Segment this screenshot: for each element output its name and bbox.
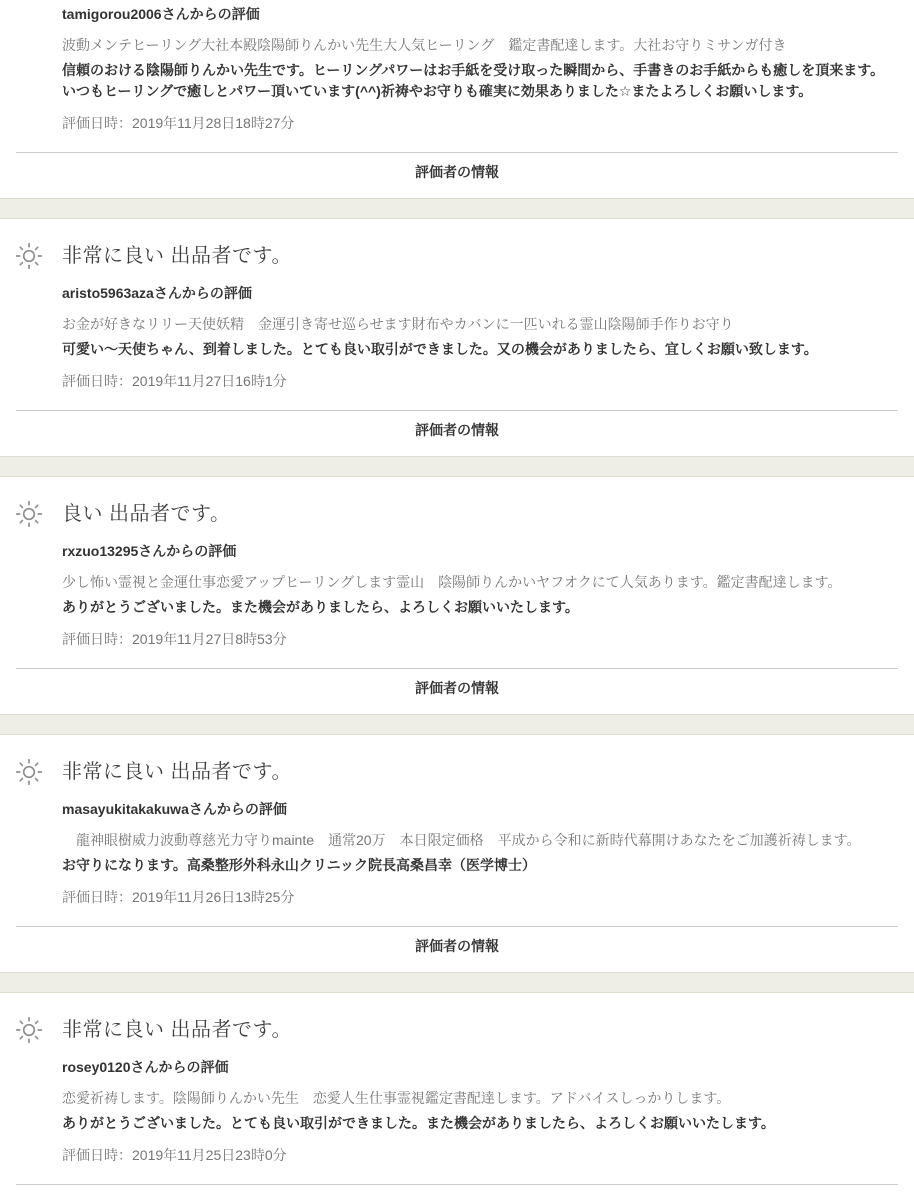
rater-info-button[interactable]: 評価者の情報 <box>415 938 499 954</box>
review-comment: お守りになります。高桑整形外科永山クリニック院長高桑昌幸（医学博士） <box>62 857 537 873</box>
review-comment: 信頼のおける陰陽師りんかい先生です。ヒーリングパワーはお手紙を受け取った瞬間から、手書きのお手紙からも癒しを頂来ます。いつもヒーリングで癒しとパワー頂いています(^^)祈祷やお守りも確実に効果ありました☆またよろしくお願いします。 <box>62 62 885 99</box>
rating-label: 非常に良い 出品者です。 <box>62 1019 292 1041</box>
reviewer-name: masayukitakakuwaさんからの評価 <box>62 801 287 817</box>
divider <box>16 1184 898 1185</box>
review-item <box>0 0 914 198</box>
item-title-link[interactable]: 龍神眼樹威力波動尊慈光力守りmainte 通常20万 本日限定価格 平成から令和に新時代幕開けあなたをご加護祈祷します。 <box>62 832 861 848</box>
section-separator <box>0 456 914 477</box>
rating-label: 良い 出品者です。 <box>62 503 231 525</box>
section-separator <box>0 972 914 993</box>
review-comment: 可愛い〜天使ちゃん、到着しました。とても良い取引ができました。又の機会がありましたら、宜しくお願い致します。 <box>62 341 818 357</box>
rater-info-button[interactable]: 評価者の情報 <box>415 164 499 180</box>
item-title-link[interactable]: 少し怖い霊視と金運仕事恋愛アップヒーリングします霊山 陰陽師りんかいヤフオクにて人気あります。鑑定書配達します。 <box>62 574 842 590</box>
rater-info-button[interactable]: 評価者の情報 <box>415 422 499 438</box>
reviewer-name: rxzuo13295さんからの評価 <box>62 543 237 559</box>
section-separator <box>0 714 914 735</box>
review-item <box>0 1015 914 1185</box>
review-comment: ありがとうございました。とても良い取引ができました。また機会がありましたら、よろしくお願いいたします。 <box>62 1115 775 1131</box>
review-date: 評価日時：2019年11月28日18時27分 <box>62 115 295 131</box>
rating-label: 非常に良い 出品者です。 <box>62 245 292 267</box>
item-title-link[interactable]: 波動メンテヒーリング大社本殿陰陽師りんかい先生大人気ヒーリング 鑑定書配達します。大社お守りミサンガ付き <box>62 37 787 53</box>
sun-icon <box>14 241 44 271</box>
reviewer-name: rosey0120さんからの評価 <box>62 1059 229 1075</box>
rating-heading-row <box>14 1015 914 1045</box>
review-item <box>0 241 914 456</box>
rater-info-button[interactable]: 評価者の情報 <box>415 680 499 696</box>
review-date: 評価日時：2019年11月26日13時25分 <box>62 889 295 905</box>
rating-label: 非常に良い 出品者です。 <box>62 761 292 783</box>
section-separator <box>0 198 914 219</box>
item-title-link[interactable]: お金が好きなリリー天使妖精 金運引き寄せ巡らせます財布やカバンに一匹いれる霊山陰陽師手作りお守り <box>62 316 734 332</box>
reviewer-name: aristo5963azaさんからの評価 <box>62 285 252 301</box>
review-comment: ありがとうございました。また機会がありましたら、よろしくお願いいたします。 <box>62 599 579 615</box>
review-item <box>0 499 914 714</box>
reviewer-name: tamigorou2006さんからの評価 <box>62 6 260 22</box>
review-date: 評価日時：2019年11月27日8時53分 <box>62 631 287 647</box>
item-title-link[interactable]: 恋愛祈祷します。陰陽師りんかい先生 恋愛人生仕事霊視鑑定書配達します。アドバイスしっかりします。 <box>62 1090 731 1106</box>
review-item <box>0 757 914 972</box>
rating-heading-row <box>14 499 914 529</box>
sun-icon <box>14 757 44 787</box>
rating-heading-row <box>14 757 914 787</box>
rating-heading-row <box>14 241 914 271</box>
sun-icon <box>14 1015 44 1045</box>
sun-icon <box>14 499 44 529</box>
review-date: 評価日時：2019年11月27日16時1分 <box>62 373 287 389</box>
review-date: 評価日時：2019年11月25日23時0分 <box>62 1147 287 1163</box>
